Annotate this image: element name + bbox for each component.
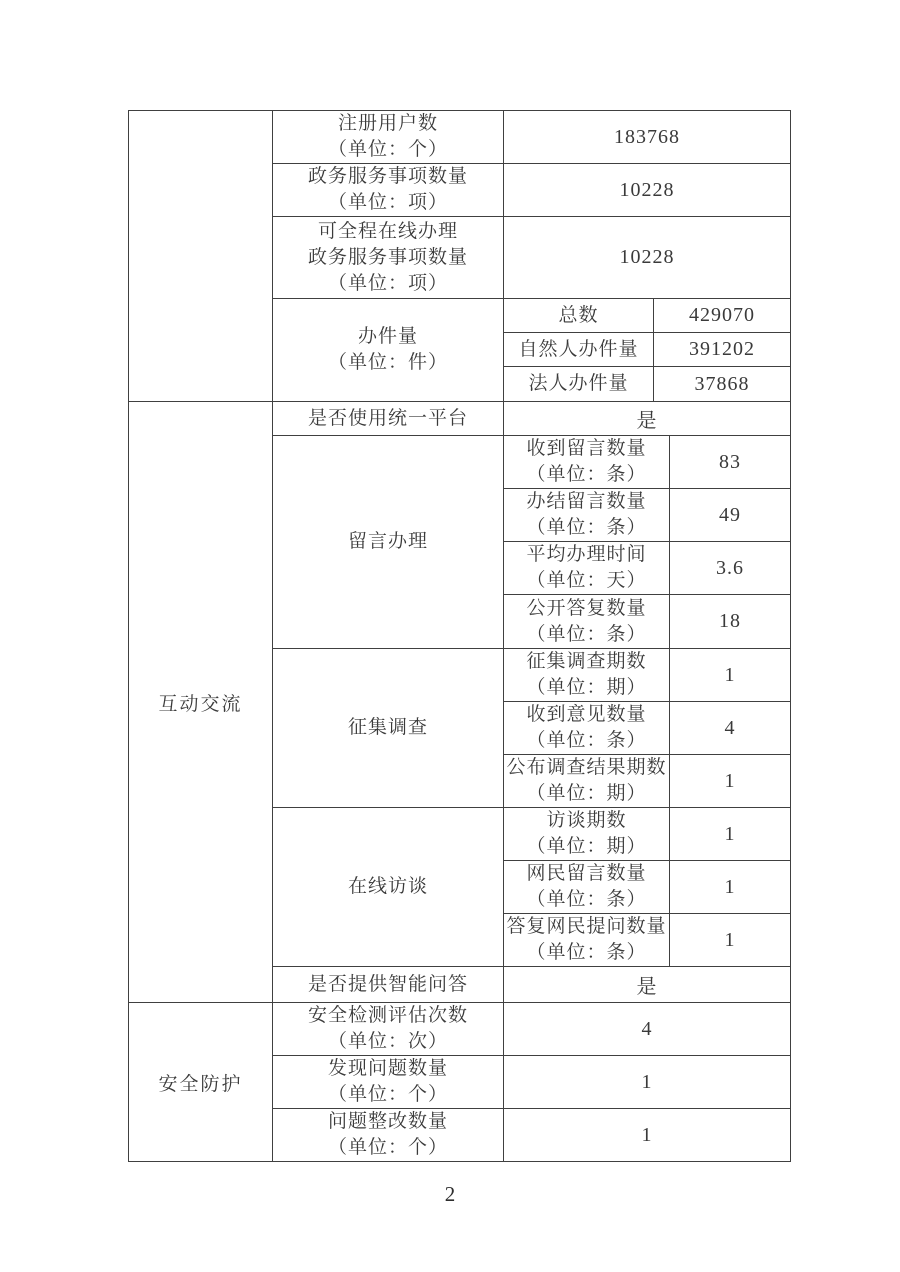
section-c-category-cell: 安全防护: [129, 1003, 273, 1162]
public-replies-label-cell: [504, 595, 670, 649]
item-unit: （单位：条）: [526, 464, 647, 485]
case-person-value: 391202: [654, 333, 791, 367]
survey-results-value: 1: [670, 755, 791, 808]
item-unit: （单位：次）: [327, 1031, 448, 1052]
section-a-category-cell: [129, 111, 273, 402]
group-label: 办件量: [357, 326, 418, 347]
item-unit: （单位：天）: [526, 570, 647, 591]
online-service-items-value: 10228: [504, 217, 791, 299]
item-label: 访谈期数: [546, 810, 627, 831]
item-label: 网民留言数量: [526, 863, 647, 884]
unified-platform-value: 是: [504, 402, 791, 436]
item-label: 平均办理时间: [526, 544, 647, 565]
interview-group-cell: 在线访谈: [273, 808, 504, 967]
netizen-messages-value: 1: [670, 861, 791, 914]
item-label: 发现问题数量: [327, 1058, 448, 1079]
smart-qa-label: 是否提供智能问答: [273, 967, 504, 1003]
item-label: 政务服务事项数量: [307, 166, 468, 187]
item-label: 收到留言数量: [526, 438, 647, 459]
avg-handle-time-label-cell: [504, 542, 670, 595]
case-legal-value: 37868: [654, 367, 791, 402]
item-label: 收到意见数量: [526, 704, 647, 725]
group-unit: （单位：件）: [327, 352, 448, 373]
item-unit: （单位：期）: [526, 836, 647, 857]
opinions-received-value: 4: [670, 702, 791, 755]
item-unit: （单位：个）: [327, 139, 448, 160]
item-label: 办结留言数量: [526, 491, 647, 512]
questions-answered-label-cell: [504, 914, 670, 967]
smart-qa-value: 是: [504, 967, 791, 1003]
item-unit: （单位：项）: [327, 192, 448, 213]
section-b-category-cell: 互动交流: [129, 402, 273, 1003]
questions-answered-value: 1: [670, 914, 791, 967]
report-table: [128, 110, 791, 1162]
item-unit: （单位：条）: [526, 730, 647, 751]
item-unit: （单位：个）: [327, 1084, 448, 1105]
avg-handle-time-value: 3.6: [670, 542, 791, 595]
item-unit: （单位：条）: [526, 942, 647, 963]
item-label: 可全程在线办理: [317, 220, 458, 242]
messages-resolved-label-cell: [504, 489, 670, 542]
item-label: 注册用户数: [337, 113, 438, 134]
security-checks-value: 4: [504, 1003, 791, 1056]
survey-results-label-cell: [504, 755, 670, 808]
messages-received-value: 83: [670, 436, 791, 489]
table-row: [129, 1003, 791, 1056]
case-total-value: 429070: [654, 299, 791, 333]
item-unit: （单位：期）: [526, 677, 647, 698]
item-label: 安全检测评估次数: [307, 1005, 468, 1026]
issues-fixed-value: 1: [504, 1109, 791, 1162]
opinions-received-label-cell: [504, 702, 670, 755]
security-checks-label-cell: [273, 1003, 504, 1056]
item-unit: （单位：条）: [526, 623, 647, 645]
registered-users-label-cell: [273, 111, 504, 164]
case-legal-label: 法人办件量: [504, 367, 654, 402]
item-unit: （单位：个）: [327, 1137, 448, 1158]
service-items-label-cell: [273, 164, 504, 217]
page-number: 2: [444, 1182, 456, 1206]
case-person-label: 自然人办件量: [504, 333, 654, 367]
issues-found-label-cell: [273, 1056, 504, 1109]
item-unit: （单位：期）: [526, 783, 647, 804]
table-row: [129, 111, 791, 164]
interview-periods-value: 1: [670, 808, 791, 861]
messages-received-label-cell: [504, 436, 670, 489]
messages-resolved-value: 49: [670, 489, 791, 542]
issues-fixed-label-cell: [273, 1109, 504, 1162]
case-total-label: 总数: [504, 299, 654, 333]
item-label-2: 政务服务事项数量: [307, 246, 468, 268]
registered-users-value: 183768: [504, 111, 791, 164]
item-unit: （单位：项）: [327, 272, 448, 294]
item-label: 公开答复数量: [526, 597, 647, 619]
survey-periods-label-cell: [504, 649, 670, 702]
service-items-value: 10228: [504, 164, 791, 217]
interview-periods-label-cell: [504, 808, 670, 861]
item-unit: （单位：条）: [526, 889, 647, 910]
issues-found-value: 1: [504, 1056, 791, 1109]
online-service-items-label-cell: [273, 217, 504, 299]
unified-platform-label: 是否使用统一平台: [273, 402, 504, 436]
item-label: 征集调查期数: [526, 651, 647, 672]
survey-periods-value: 1: [670, 649, 791, 702]
item-unit: （单位：条）: [526, 517, 647, 538]
item-label: 公布调查结果期数: [506, 757, 667, 778]
message-handling-group-cell: 留言办理: [273, 436, 504, 649]
case-volume-group-cell: [273, 299, 504, 402]
public-replies-value: 18: [670, 595, 791, 649]
item-label: 问题整改数量: [327, 1111, 448, 1132]
table-row: [129, 402, 791, 436]
survey-group-cell: 征集调查: [273, 649, 504, 808]
item-label: 答复网民提问数量: [506, 916, 667, 937]
netizen-messages-label-cell: [504, 861, 670, 914]
